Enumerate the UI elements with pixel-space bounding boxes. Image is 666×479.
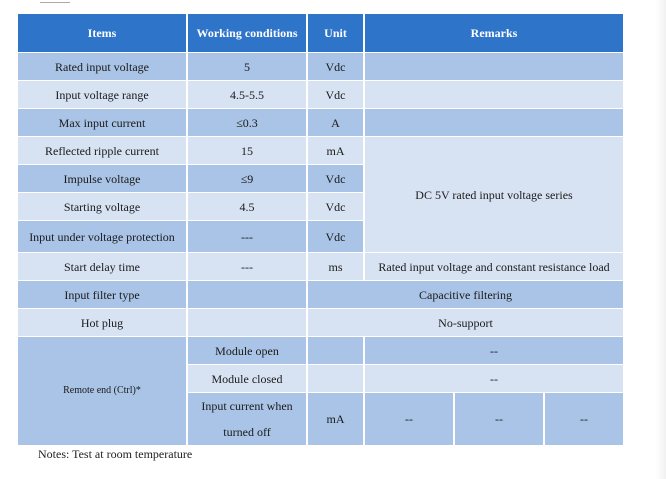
remark-cell xyxy=(364,81,624,109)
item-cell: Reflected ripple current xyxy=(17,137,187,165)
item-cell: Input under voltage protection xyxy=(17,221,187,253)
unit-cell: Vdc xyxy=(307,53,364,81)
item-cell: Starting voltage xyxy=(17,193,187,221)
condition-cell: ≤9 xyxy=(187,165,307,193)
unit-cell: mA xyxy=(307,393,364,446)
condition-cell: Module closed xyxy=(187,365,307,393)
condition-cell xyxy=(187,309,307,337)
item-cell: Rated input voltage xyxy=(17,53,187,81)
condition-cell: 4.5-5.5 xyxy=(187,81,307,109)
remark-cell: -- xyxy=(364,337,624,365)
remark-cell: Rated input voltage and constant resistance load xyxy=(364,253,624,281)
unit-cell: mA xyxy=(307,137,364,165)
unit-cell xyxy=(307,365,364,393)
top-strip xyxy=(0,0,666,12)
unit-cell: A xyxy=(307,109,364,137)
header-unit: Unit xyxy=(307,14,364,53)
unit-cell: ms xyxy=(307,253,364,281)
remark-cell: -- xyxy=(364,365,624,393)
unit-cell: Vdc xyxy=(307,221,364,253)
remark-cell: No-support xyxy=(307,309,624,337)
header-working-conditions: Working conditions xyxy=(187,14,307,53)
unit-cell: Vdc xyxy=(307,193,364,221)
item-cell: Input filter type xyxy=(17,281,187,309)
item-cell: Start delay time xyxy=(17,253,187,281)
merged-remark-cell: DC 5V rated input voltage series xyxy=(364,137,624,253)
table-row xyxy=(17,253,624,281)
table-row xyxy=(17,109,624,137)
header-remarks: Remarks xyxy=(364,14,624,53)
remark-cell: -- xyxy=(454,393,544,446)
item-cell: Hot plug xyxy=(17,309,187,337)
condition-cell: --- xyxy=(187,253,307,281)
condition-cell: ≤0.3 xyxy=(187,109,307,137)
condition-cell: 5 xyxy=(187,53,307,81)
remark-cell: -- xyxy=(544,393,624,446)
remark-cell xyxy=(364,53,624,81)
table-row xyxy=(17,137,624,165)
unit-cell: Vdc xyxy=(307,81,364,109)
cropped-fragment xyxy=(40,0,70,3)
condition-line: Input current when xyxy=(201,399,293,413)
table-row xyxy=(17,81,624,109)
item-cell: Impulse voltage xyxy=(17,165,187,193)
item-cell: Input voltage range xyxy=(17,81,187,109)
page-edge xyxy=(656,0,666,479)
table-row xyxy=(17,281,624,309)
item-cell: Max input current xyxy=(17,109,187,137)
notes-text: Notes: Test at room temperature xyxy=(38,447,193,461)
condition-cell: 15 xyxy=(187,137,307,165)
condition-cell xyxy=(187,281,307,309)
table-row xyxy=(17,309,624,337)
condition-line: turned off xyxy=(223,425,271,439)
table-row xyxy=(17,337,624,365)
condition-cell: Module open xyxy=(187,337,307,365)
header-row xyxy=(17,14,624,53)
remote-end-item-cell: Remote end (Ctrl)* xyxy=(17,337,187,446)
remark-cell xyxy=(364,109,624,137)
unit-cell xyxy=(307,337,364,365)
header-items: Items xyxy=(17,14,187,53)
remark-cell: -- xyxy=(364,393,454,446)
condition-cell xyxy=(187,393,307,446)
spec-table xyxy=(16,13,625,446)
condition-cell: 4.5 xyxy=(187,193,307,221)
remark-cell: Capacitive filtering xyxy=(307,281,624,309)
condition-cell: --- xyxy=(187,221,307,253)
unit-cell: Vdc xyxy=(307,165,364,193)
table-row xyxy=(17,53,624,81)
